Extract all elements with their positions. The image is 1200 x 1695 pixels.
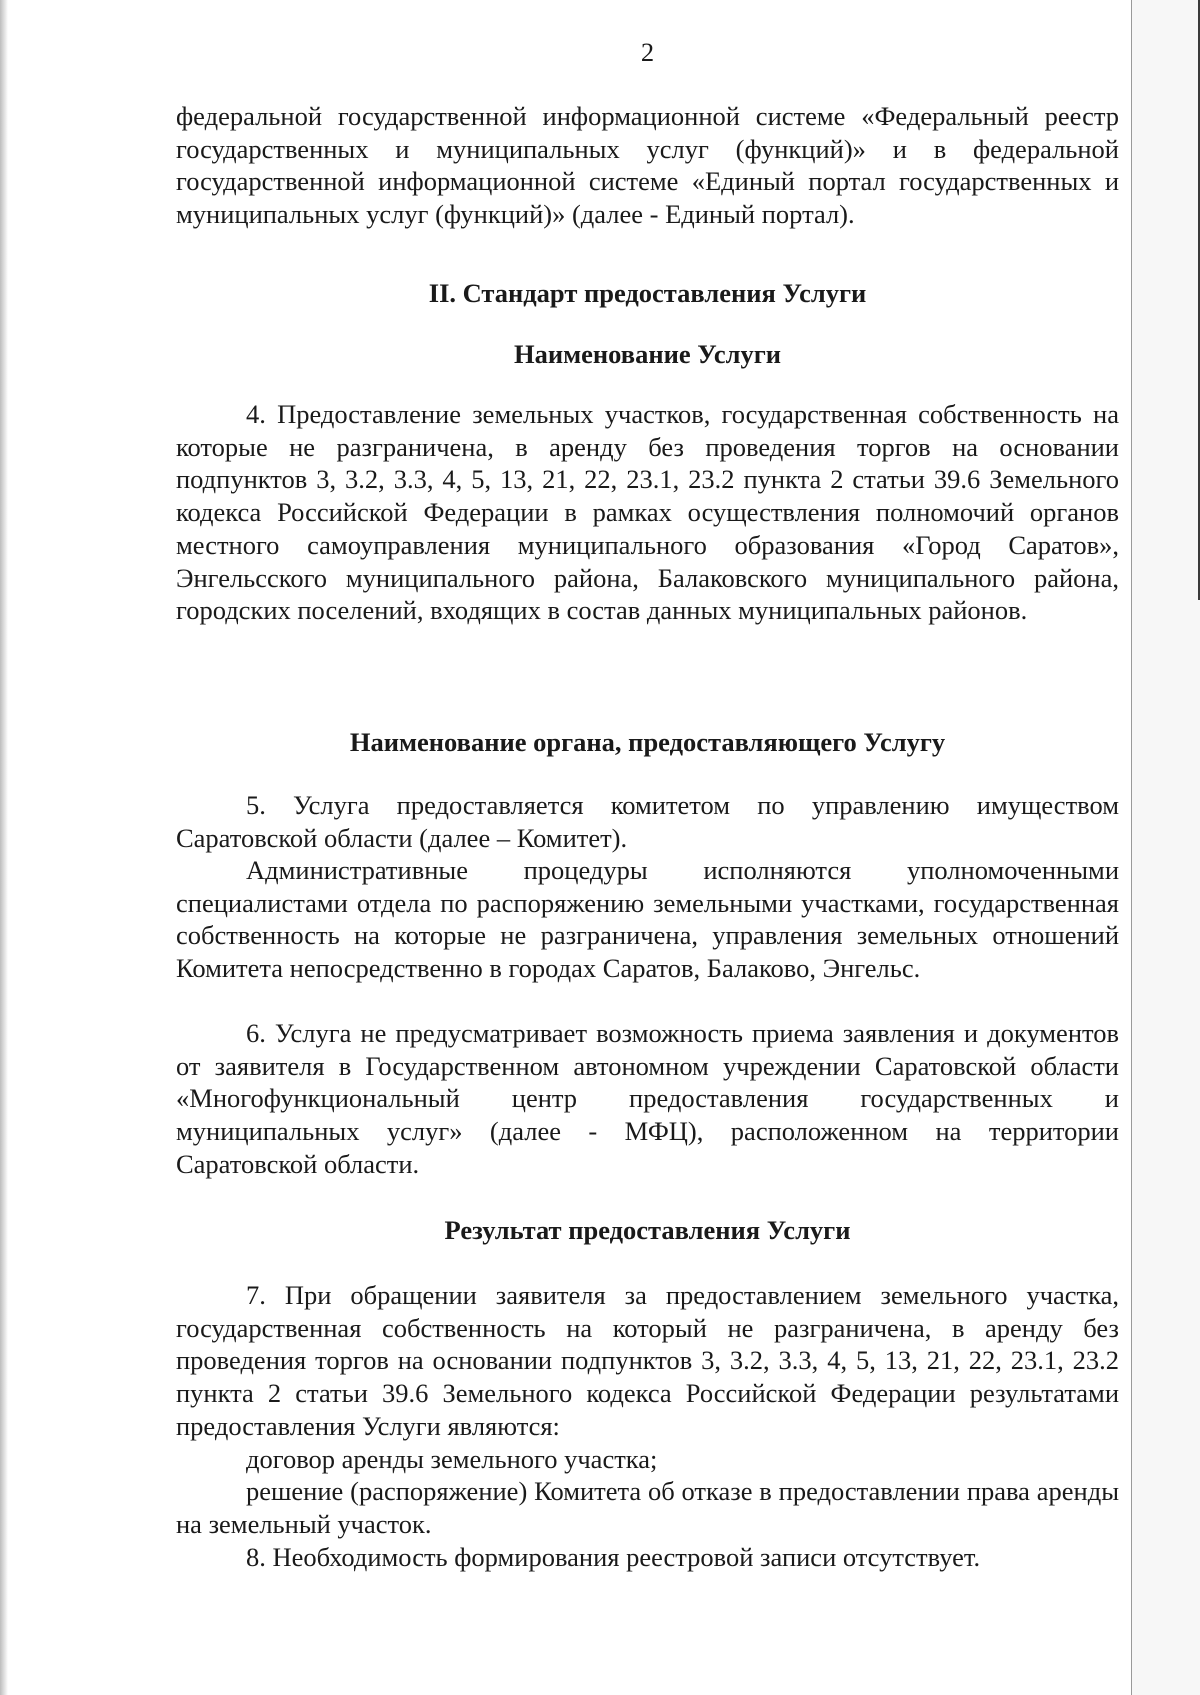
section-title: II. Стандарт предоставления Услуги xyxy=(428,278,867,308)
paragraph-6: 6. Услуга не предусматривает возможность приема заявления и документов от заявителя в Государственном автономном учреждении Саратовской области «Многофункциональный центр предоставления государственных и муниципальных услуг» (далее - МФЦ), расположенном на территории Саратовской области. xyxy=(176,1018,1119,1179)
page-number: 2 xyxy=(640,37,655,67)
intro-paragraph: федеральной государственной информационной системе «Федеральный реестр государственных и муниципальных услуг (функций)» и в федеральной государственной информационной системе «Единый портал государственных и муниципальных услуг (функций)» (далее - Единый портал). xyxy=(176,101,1119,230)
paragraph-5: 5. Услуга предоставляется комитетом по управлению имуществом Саратовской области (далее – Комитет). xyxy=(176,790,1119,853)
paragraph-5-procedures: Административные процедуры исполняются уполномоченными специалистами отдела по распоряжению земельными участками, государственная собственность на которые не разграничена, управления земельных отношений Комитета непосредственно в городах Саратов, Балаково, Энгельс. xyxy=(176,855,1119,984)
heading-service-body: Наименование органа, предоставляющего Услугу xyxy=(349,727,946,757)
scan-left-shadow xyxy=(0,0,8,1695)
paragraph-8: 8. Необходимость формирования реестровой записи отсутствует. xyxy=(246,1542,981,1572)
paragraph-4: 4. Предоставление земельных участков, государственная собственность на которые не разграничена, в аренду без проведения торгов на основании подпунктов 3, 3.2, 3.3, 4, 5, 13, 21, 22, 23.1, 23.2 пункта 2 статьи 39.6 Земельного кодекса Российской Федерации в рамках осуществления полномочий органов местного самоуправления муниципального образования «Город Саратов», Энгельсского муниципального района, Балаковского муниципального района, городских поселений, входящих в состав данных муниципальных районов. xyxy=(176,399,1119,626)
result-item-contract: договор аренды земельного участка; xyxy=(246,1444,658,1474)
heading-service-result: Результат предоставления Услуги xyxy=(444,1215,851,1245)
result-item-refusal: решение (распоряжение) Комитета об отказе в предоставлении права аренды на земельный участок. xyxy=(176,1476,1119,1539)
paragraph-7: 7. При обращении заявителя за предоставлением земельного участка, государственная собственность на который не разграничена, в аренду без проведения торгов на основании подпунктов 3, 3.2, 3.3, 4, 5, 13, 21, 22, 23.1, 23.2 пункта 2 статьи 39.6 Земельного кодекса Российской Федерации результатами предоставления Услуги являются: xyxy=(176,1280,1119,1441)
heading-service-name: Наименование Услуги xyxy=(513,339,782,369)
scan-right-edge xyxy=(1131,0,1200,1695)
